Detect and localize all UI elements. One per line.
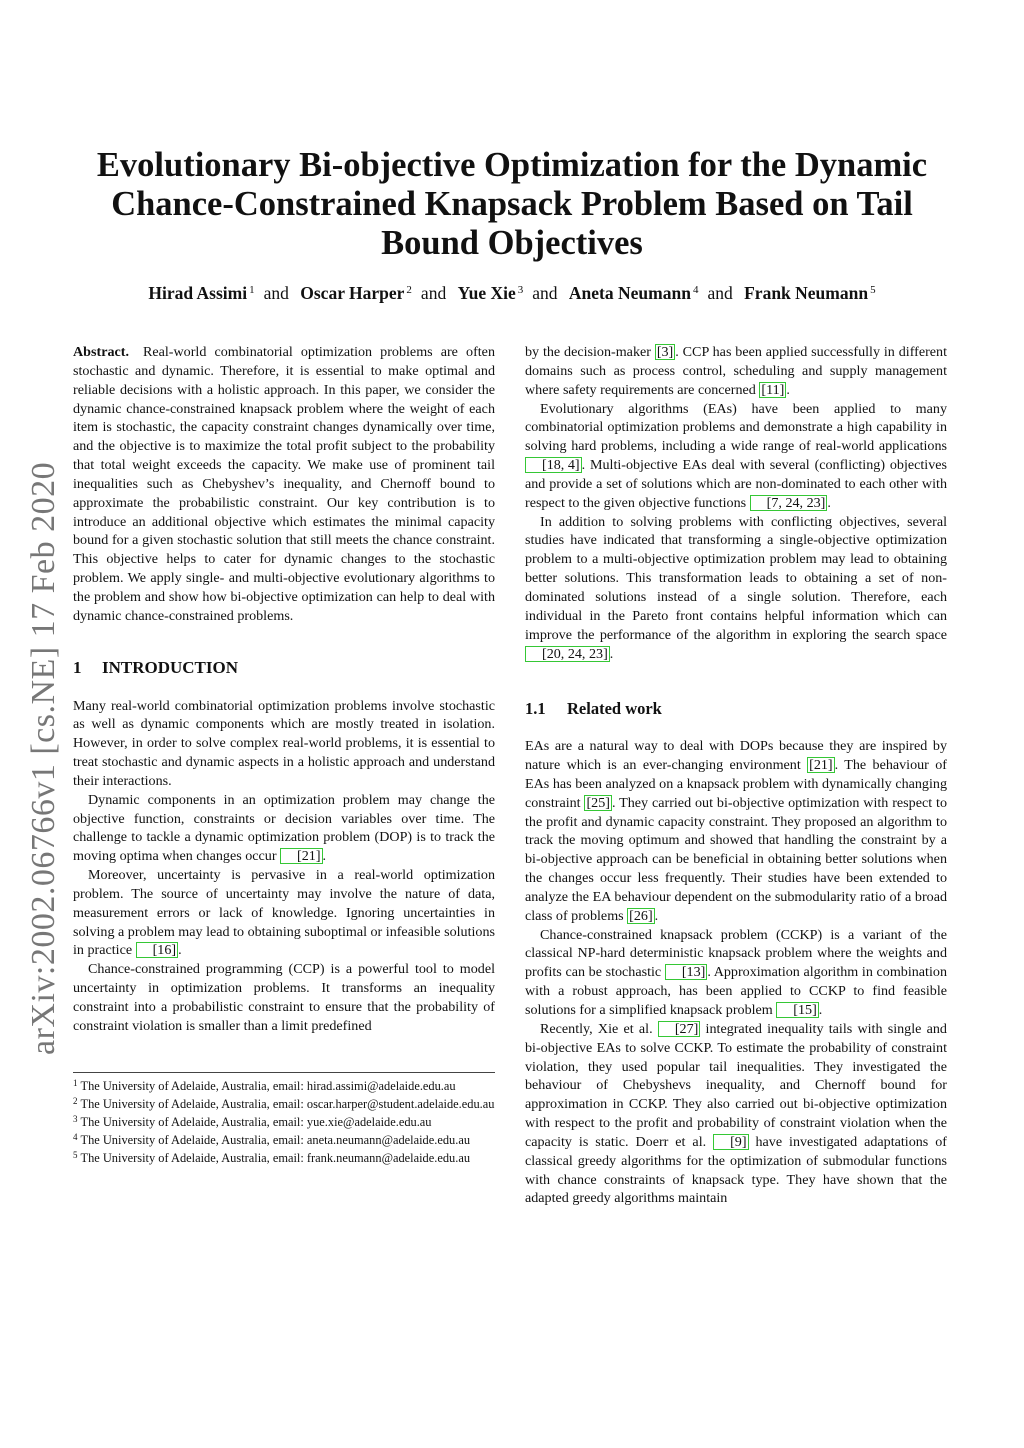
citation-link[interactable]: [15] — [776, 1002, 818, 1018]
author-affiliation-mark: 5 — [870, 284, 876, 296]
paragraph-text: . — [654, 907, 659, 924]
paragraph — [73, 791, 495, 866]
footnote-number: 4 — [73, 1132, 78, 1142]
paragraph-text: . — [178, 942, 182, 959]
footnote-text: The University of Adelaide, Australia, email: yue.xie@adelaide.edu.au — [80, 1115, 432, 1129]
paragraph-text: . — [322, 848, 327, 865]
footnotes — [73, 1072, 495, 1166]
footnote — [73, 1076, 495, 1094]
paragraph: Chance-constrained programming (CCP) is a powerful tool to model uncertainty in optimization problems. It transforms an inequality constraint into a probabilistic constraint to ensure that the probability of constraint violation is smaller than a limit predefined — [73, 961, 495, 1034]
footnote-number: 2 — [73, 1096, 78, 1106]
abstract — [73, 343, 495, 626]
citation-link[interactable]: [21] — [809, 757, 833, 774]
paragraph — [73, 866, 495, 960]
paragraph-text: EAs are a natural way to deal with DOPs because they are inspired by nature which is an ever-changing environment — [525, 738, 947, 774]
paragraph-text: integrated inequality tails with single and bi-objective EAs to solve CCKP. To estimate the probability of constraint violation, they used popular tail inequalities. They investigated the behaviour of Chebyshevs inequality, and Chernoff bound for approximation in CCKP. They also carried out bi-objective optimization with respect to the profit and probability of constraint violation when the capacity is static. Doerr et al. — [525, 1020, 947, 1150]
subsection-heading-related-work — [525, 700, 947, 719]
author-list — [60, 283, 964, 304]
citation-link[interactable]: [9] — [713, 1134, 748, 1150]
citation-link[interactable]: [25] — [586, 794, 610, 811]
citation-link[interactable]: [11] — [761, 381, 785, 398]
citation-link[interactable]: [21] — [280, 848, 322, 864]
section-heading-introduction — [73, 659, 495, 678]
citation-link[interactable]: [7, 24, 23] — [750, 495, 828, 511]
author-separator: and — [263, 283, 289, 303]
paragraph-text: have investigated adaptations of classical greedy algorithms for the optimization of submodular functions with chance constraints of knapsack type. They have shown that the adapted greedy algorithms maintain — [525, 1133, 947, 1207]
author-separator: and — [707, 283, 733, 303]
paragraph — [525, 926, 947, 1020]
author-affiliation-mark: 1 — [249, 284, 255, 296]
arxiv-identifier: arXiv:2002.06766v1 [cs.NE] 17 Feb 2020 — [25, 461, 62, 1055]
paragraph — [525, 400, 947, 513]
paragraph — [525, 1020, 947, 1208]
author-separator: and — [532, 283, 558, 303]
paragraph-text: Dynamic components in an optimization problem may change the objective function, constraints or decision variables over time. The challenge to tackle a dynamic optimization problem (DOP) is to track the moving optima when changes occur — [73, 791, 495, 865]
left-column — [73, 343, 495, 1036]
paragraph — [525, 513, 947, 664]
author-name: Frank Neumann — [744, 283, 869, 303]
paragraph-text: . — [609, 645, 614, 662]
citation-link[interactable]: [16] — [136, 942, 178, 958]
footnote-text: The University of Adelaide, Australia, email: hirad.assimi@adelaide.edu.au — [80, 1079, 456, 1093]
abstract-label: Abstract. — [73, 344, 129, 360]
subsection-number: 1.1 — [525, 699, 546, 719]
footnote-number: 3 — [73, 1114, 78, 1124]
paragraph-text: . Multi-objective EAs deal with several (conflicting) objectives and provide a set of solutions which are non-dominated to each other with respect to the given objective functions — [525, 457, 947, 511]
paragraph-text: Chance-constrained knapsack problem (CCKP) is a variant of the classical NP-hard deterministic knapsack problem where the weights and profits can be stochastic — [525, 926, 947, 981]
paragraph: Many real-world combinatorial optimization problems involve stochastic as well as dynamic components which are mostly treated in isolation. However, in order to solve complex real-world problems, it is essential to treat stochastic and dynamic aspects in a holistic approach and understand their interactions. — [73, 697, 495, 789]
footnote-text: The University of Adelaide, Australia, email: frank.neumann@adelaide.edu.au — [80, 1151, 471, 1165]
footnote — [73, 1094, 495, 1112]
author-affiliation-mark: 4 — [692, 284, 699, 296]
citation-link[interactable]: [13] — [665, 964, 707, 980]
paragraph-text: . — [786, 381, 790, 398]
footnote-text: The University of Adelaide, Australia, email: aneta.neumann@adelaide.edu.au — [80, 1133, 471, 1147]
subsection-title: Related work — [567, 699, 662, 719]
section-number: 1 — [73, 657, 82, 677]
paragraph — [525, 737, 947, 925]
author-affiliation-mark: 2 — [406, 284, 412, 296]
citation-link[interactable]: [20, 24, 23] — [525, 646, 610, 662]
author-name: Hirad Assimi — [148, 283, 248, 303]
author-name: Yue Xie — [457, 283, 516, 303]
citation-link[interactable]: [3] — [656, 344, 674, 360]
paragraph — [525, 343, 947, 400]
footnote-rule — [73, 1072, 495, 1073]
paragraph-text: . — [818, 1002, 823, 1018]
right-column — [525, 343, 947, 1208]
section-title: INTRODUCTION — [102, 657, 239, 677]
citation-link[interactable]: [18, 4] — [525, 457, 582, 473]
paragraph-text: . — [827, 494, 831, 511]
footnote — [73, 1112, 495, 1130]
citation-link[interactable]: [26] — [629, 907, 653, 924]
footnote-number: 5 — [73, 1150, 78, 1160]
paragraph-text: In addition to solving problems with conflicting objectives, several studies have indicated that transforming a single-objective optimization problem to a multi-objective optimization problem may lead to obtaining better solutions. This transformation leads to obtaining a set of non-dominated solutions instead of a single solution. Therefore, each individual in the Pareto front contains helpful information which can improve the performance of the algorithm in exploring the search space — [525, 513, 947, 643]
paper-title: Evolutionary Bi-objective Optimization for the Dynamic Chance-Constrained Knapsack Problem Based on Tail Bound Objectives — [96, 146, 928, 262]
citation-link[interactable]: [27] — [658, 1021, 700, 1037]
author-affiliation-mark: 3 — [517, 284, 524, 296]
footnote — [73, 1130, 495, 1148]
author-name: Oscar Harper — [300, 283, 405, 303]
paragraph-text: . CCP has been applied successfully in different domains such as process control, scheduling and supply management where safety requirements are concerned — [525, 344, 947, 398]
paragraph-text: . They carried out bi-objective optimization with respect to the profit and dynamic capacity constraint. They proposed an algorithm to track the moving optimum and showed that handling the constraint by a bi-objective approach can be beneficial in obtaining better solutions when the changes occur less frequently. Their studies have been extended to analyze the EA behaviour dependent on the submodularity ratio of a broad class of problems — [525, 794, 947, 924]
paragraph-text: Moreover, uncertainty is pervasive in a real-world optimization problem. The source of uncertainty may involve the nature of data, measurement errors or lack of knowledge. Ignoring uncertainties in solving a problem may lead to obtaining suboptimal or infeasible solutions in practice — [73, 867, 495, 959]
footnote-text: The University of Adelaide, Australia, email: oscar.harper@student.adelaide.edu.au — [80, 1097, 495, 1111]
author-name: Aneta Neumann — [568, 283, 691, 303]
paragraph-text: Evolutionary algorithms (EAs) have been applied to many combinatorial optimization problems and demonstrate a high capability in solving hard problems, including a wide range of real-world applications — [525, 400, 947, 455]
footnote — [73, 1148, 495, 1166]
author-separator: and — [420, 283, 447, 303]
paragraph-text: . Approximation algorithm in combination with a robust approach, has been applied to CCKP to find feasible solutions for a simplified knapsack problem — [525, 964, 947, 1018]
paragraph-text: by the decision-maker — [525, 344, 655, 360]
abstract-text: Real-world combinatorial optimization problems are often stochastic and dynamic. Therefore, it is essential to make optimal and reliable decisions with a holistic approach. In this paper, we consider the dynamic chance-constrained knapsack problem where the weight of each item is stochastic, the capacity constraint changes dynamically over time, and the objective is to maximize the total profit subject to the probability that total weight exceeds the capacity. We make use of prominent tail inequalities such as Chebyshev’s inequality, and Chernoff bound to approximate the probabilistic constraint. Our key contribution is to introduce an additional objective which estimates the minimal capacity bound for a given stochastic solution that still meets the chance constraint. This objective helps to cater for dynamic changes to the stochastic problem. We apply single- and multi-objective evolutionary algorithms to the problem and show how bi-objective optimization can help to deal with dynamic chance-constrained problems. — [73, 344, 495, 624]
footnote-number: 1 — [73, 1078, 78, 1088]
paragraph-text: . The behaviour of EAs has been analyzed on a knapsack problem with dynamically changing constraint — [525, 757, 947, 811]
paragraph-text: Recently, Xie et al. — [540, 1020, 658, 1037]
